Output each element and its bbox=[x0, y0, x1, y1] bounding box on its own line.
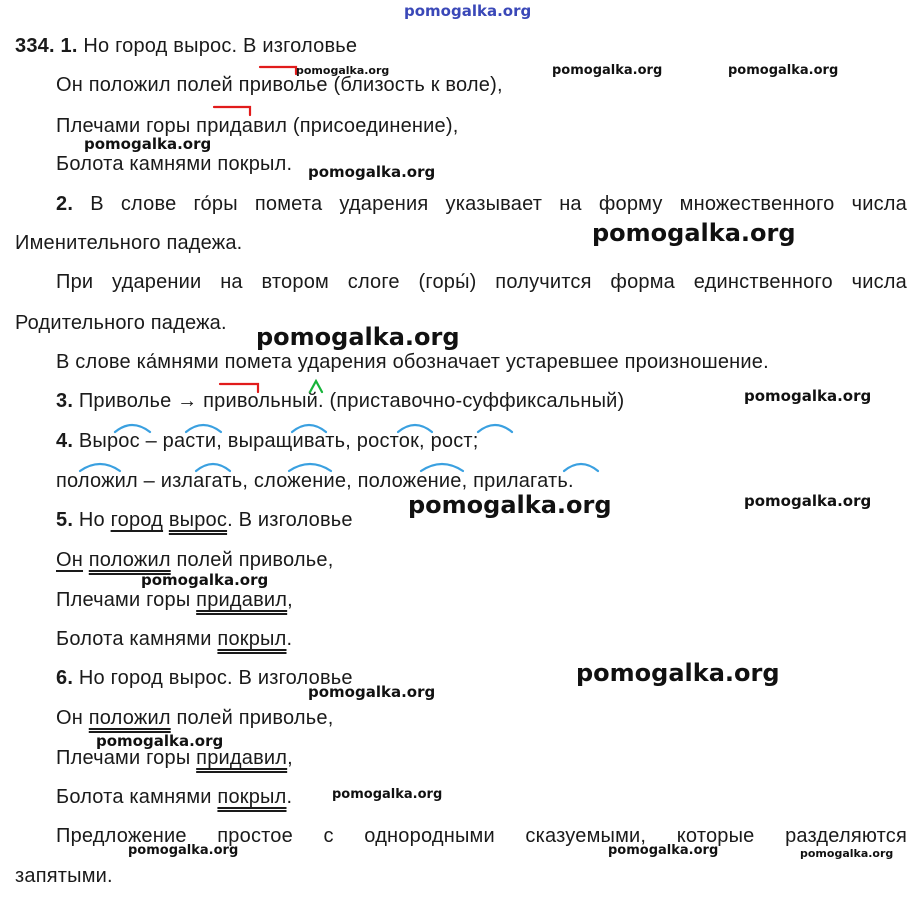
predicate-underline: положил bbox=[88, 549, 171, 571]
predicate-underline: придавил bbox=[196, 747, 288, 769]
watermark[interactable]: pomogalka.org bbox=[256, 323, 460, 351]
task-1-line-1 bbox=[15, 34, 357, 58]
part-1-line-3: Плечами горы придавил (присоединение), bbox=[56, 115, 459, 137]
watermark[interactable]: pomogalka.org bbox=[308, 683, 436, 701]
watermark[interactable]: pomogalka.org bbox=[408, 491, 612, 519]
part-4-line-1-text: Вырос – расти, выращивать, росток, рост; bbox=[78, 430, 479, 452]
part-5-number: 5. bbox=[56, 509, 74, 531]
part-2-line-1-text: В слове го́ры помета ударения указывает на форму множественного числа bbox=[90, 193, 907, 215]
subject-underline: Он bbox=[56, 549, 84, 571]
part-1-line-1-text: Но город вырос. В изголовье bbox=[83, 35, 358, 57]
part-1-number: 1. bbox=[60, 35, 78, 57]
watermark[interactable]: pomogalka.org bbox=[728, 63, 839, 78]
predicate-underline: покрыл bbox=[217, 628, 287, 650]
part-1-line-2: Он положил полей приволье (близость к воле), bbox=[56, 74, 503, 96]
part-2-line-5: В слове ка́мнями помета ударения обозначает устаревшее произношение. bbox=[56, 351, 769, 373]
watermark[interactable]: pomogalka.org bbox=[552, 63, 663, 78]
watermark[interactable]: pomogalka.org bbox=[332, 787, 443, 802]
part-3-text: Приволье → привольный. (приставочно-суффиксальный) bbox=[78, 390, 625, 412]
part-2-number: 2. bbox=[56, 193, 74, 215]
part-6-number: 6. bbox=[56, 667, 74, 689]
root-arc-icon bbox=[478, 425, 512, 432]
part-6-line-5: Предложение простое с однородными сказуемыми, которые разделяются bbox=[56, 825, 907, 847]
subject-underline: город bbox=[110, 509, 164, 531]
predicate-underline: придавил bbox=[196, 589, 288, 611]
part-3-number: 3. bbox=[56, 390, 74, 412]
part-6-line-3: Плечами горы придавил, bbox=[56, 747, 293, 769]
watermark[interactable]: pomogalka.org bbox=[296, 64, 390, 77]
watermark[interactable]: pomogalka.org bbox=[608, 843, 719, 858]
watermark[interactable]: pomogalka.org bbox=[576, 659, 780, 687]
part-6-line-6: запятыми. bbox=[15, 865, 113, 887]
part-4-number: 4. bbox=[56, 430, 74, 452]
part-5-line-1: 5. Но город вырос. В изголовье bbox=[56, 509, 353, 531]
watermark[interactable]: pomogalka.org bbox=[744, 387, 872, 405]
watermark[interactable]: pomogalka.org bbox=[128, 843, 239, 858]
watermark[interactable]: pomogalka.org bbox=[308, 163, 436, 181]
part-2-line-4: Родительного падежа. bbox=[15, 312, 227, 334]
predicate-underline: вырос bbox=[168, 509, 228, 531]
site-header[interactable]: pomogalka.org bbox=[404, 2, 532, 20]
part-5-line-4: Болота камнями покрыл. bbox=[56, 628, 293, 650]
part-4-line-1 bbox=[56, 429, 479, 453]
part-2-line-1 bbox=[15, 192, 907, 216]
predicate-underline: положил bbox=[88, 707, 171, 729]
part-2-line-3: При ударении на втором слоге (горы́) получится форма единственного числа bbox=[56, 271, 907, 293]
watermark[interactable]: pomogalka.org bbox=[800, 847, 894, 860]
part-3-line bbox=[56, 389, 624, 413]
watermark[interactable]: pomogalka.org bbox=[744, 492, 872, 510]
predicate-underline: покрыл bbox=[217, 786, 287, 808]
part-1-line-4: Болота камнями покрыл. bbox=[56, 153, 293, 175]
part-2-line-2: Именительного падежа. bbox=[15, 232, 243, 254]
task-number: 334. bbox=[15, 35, 55, 57]
part-6-line-2: Он положил полей приволье, bbox=[56, 707, 334, 729]
part-5-line-3: Плечами горы придавил, bbox=[56, 589, 293, 611]
watermark[interactable]: pomogalka.org bbox=[96, 732, 224, 750]
watermark[interactable]: pomogalka.org bbox=[592, 219, 796, 247]
part-6-line-4: Болота камнями покрыл. bbox=[56, 786, 293, 808]
watermark[interactable]: pomogalka.org bbox=[84, 135, 212, 153]
part-4-line-2: положил – излагать, сложение, положение, прилагать. bbox=[56, 470, 574, 492]
part-5-line-2: Он положил полей приволье, bbox=[56, 549, 334, 571]
watermark[interactable]: pomogalka.org bbox=[141, 571, 269, 589]
part-6-line-1: 6. Но город вырос. В изголовье bbox=[56, 667, 353, 689]
